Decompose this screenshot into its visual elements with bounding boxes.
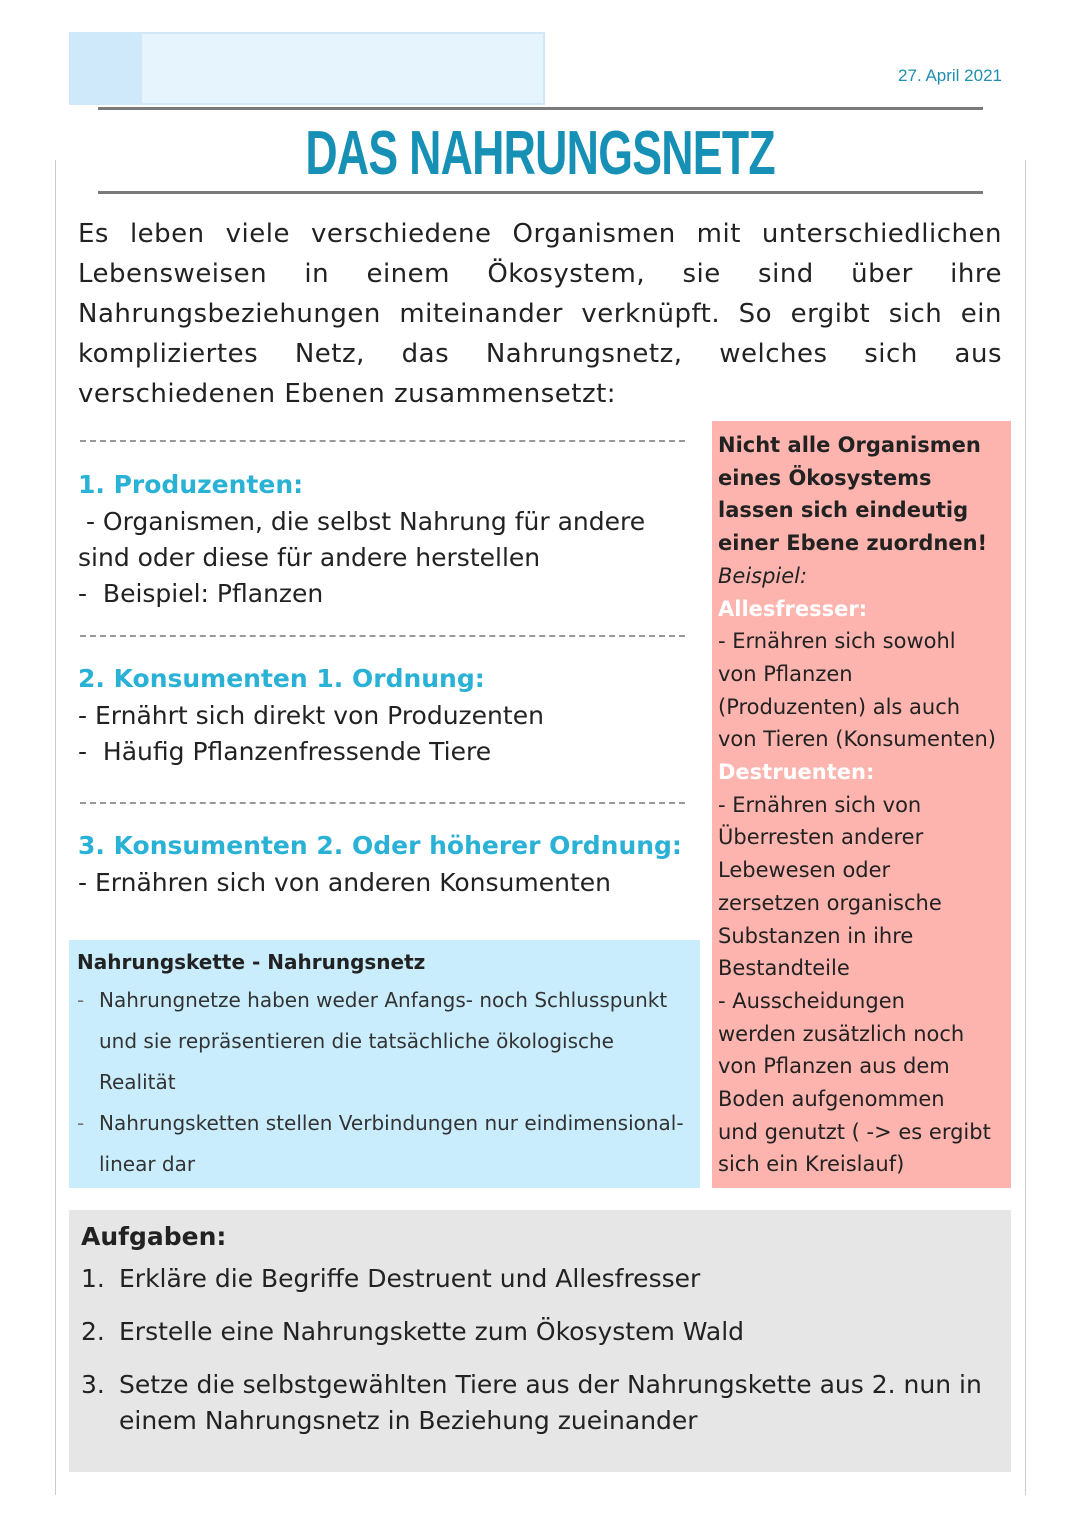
- note-line: - Ernähren sich sowohl: [718, 629, 956, 654]
- task-item: [81, 1261, 999, 1297]
- task-number: 3.: [81, 1370, 105, 1399]
- page-title-text: DAS NAHRUNGSNETZ: [305, 119, 775, 188]
- task-number: 2.: [81, 1317, 105, 1346]
- level-text: - Ernähren sich von anderen Konsumenten: [78, 868, 611, 897]
- title-rule-bottom: [98, 191, 983, 194]
- level-heading: 1. Produzenten:: [78, 470, 304, 499]
- note-line: Lebewesen oder: [718, 858, 891, 883]
- level-text: - Ernährt sich direkt von Produzenten: [78, 701, 544, 730]
- task-text: Erstelle eine Nahrungskette zum Ökosystem Wald: [119, 1317, 745, 1346]
- level-text: sind oder diese für andere herstellen: [78, 543, 541, 572]
- task-number: 1.: [81, 1264, 105, 1293]
- task-item: [81, 1314, 999, 1350]
- note-line: - Ernähren sich von: [718, 792, 922, 817]
- bullet: -: [77, 1111, 85, 1135]
- note-line: - Ausscheidungen: [718, 988, 905, 1013]
- note-line: von Tieren (Konsumenten): [718, 727, 996, 752]
- level-text: - Häufig Pflanzenfressende Tiere: [78, 737, 492, 766]
- tasks-heading: Aufgaben:: [81, 1222, 227, 1251]
- task-text: Erkläre die Begriffe Destruent und Allesfresser: [119, 1264, 701, 1293]
- note-example: Beispiel:: [718, 563, 808, 588]
- note-line: (Produzenten) als auch: [718, 694, 961, 719]
- divider: [80, 802, 685, 804]
- chain-vs-net-box: [69, 940, 700, 1188]
- list-item-text: Nahrungsketten stellen Verbindungen nur eindimensional-linear dar: [99, 1111, 684, 1176]
- task-item: [81, 1367, 999, 1439]
- note-line: Bestandteile: [718, 956, 850, 981]
- note-line: von Pflanzen aus dem: [718, 1054, 950, 1079]
- divider: [80, 440, 685, 442]
- level-heading: 2. Konsumenten 1. Ordnung:: [78, 664, 485, 693]
- intro-paragraph: Es leben viele verschiedene Organismen mit unterschiedlichen Lebensweisen in einem Ökosystem, sie sind über ihre Nahrungsbeziehungen miteinander verknüpft. So ergibt sich ein kompliziertes Netz, das Nahrungsnetz, welches sich aus verschiedenen Ebenen zusammensetzt:: [78, 219, 1002, 409]
- note-line: Überresten anderer: [718, 825, 924, 850]
- chain-heading: Nahrungskette - Nahrungsnetz: [77, 950, 426, 974]
- note-line: werden zusätzlich noch: [718, 1021, 965, 1046]
- title-rule-top: [98, 107, 983, 110]
- page-title: [0, 118, 1080, 189]
- note-line: von Pflanzen: [718, 661, 853, 686]
- list-item: [77, 1103, 692, 1185]
- level-heading: 3. Konsumenten 2. Oder höherer Ordnung:: [78, 831, 682, 860]
- divider: [80, 635, 685, 637]
- header-box-strip: [69, 32, 142, 105]
- tasks-box: [69, 1210, 1011, 1472]
- note-box: [712, 421, 1011, 1188]
- note-line: und genutzt ( -> es ergibt: [718, 1119, 991, 1144]
- page-border-right: [1025, 160, 1026, 1495]
- date: 27. April 2021: [898, 66, 1002, 85]
- list-item: [77, 980, 692, 1103]
- note-line: Boden aufgenommen: [718, 1087, 945, 1112]
- omnivore-title: Allesfresser:: [718, 596, 868, 621]
- bullet: -: [77, 988, 85, 1012]
- level-text: - Beispiel: Pflanzen: [78, 579, 324, 608]
- note-line: Substanzen in ihre: [718, 923, 914, 948]
- note-bold: Nicht alle Organismen eines Ökosystems lassen sich eindeutig einer Ebene zuordnen!: [718, 433, 988, 556]
- task-text: Setze die selbstgewählten Tiere aus der Nahrungskette aus 2. nun in einem Nahrungsnetz in Beziehung zueinander: [119, 1370, 982, 1435]
- page-border-left: [55, 160, 56, 1495]
- note-line: sich ein Kreislauf): [718, 1152, 905, 1177]
- note-line: zersetzen organische: [718, 890, 942, 915]
- list-item-text: Nahrungnetze haben weder Anfangs- noch Schlusspunkt und sie repräsentieren die tatsächliche ökologische Realität: [99, 988, 668, 1094]
- level-text: - Organismen, die selbst Nahrung für andere: [78, 507, 646, 536]
- decomposer-title: Destruenten:: [718, 760, 875, 785]
